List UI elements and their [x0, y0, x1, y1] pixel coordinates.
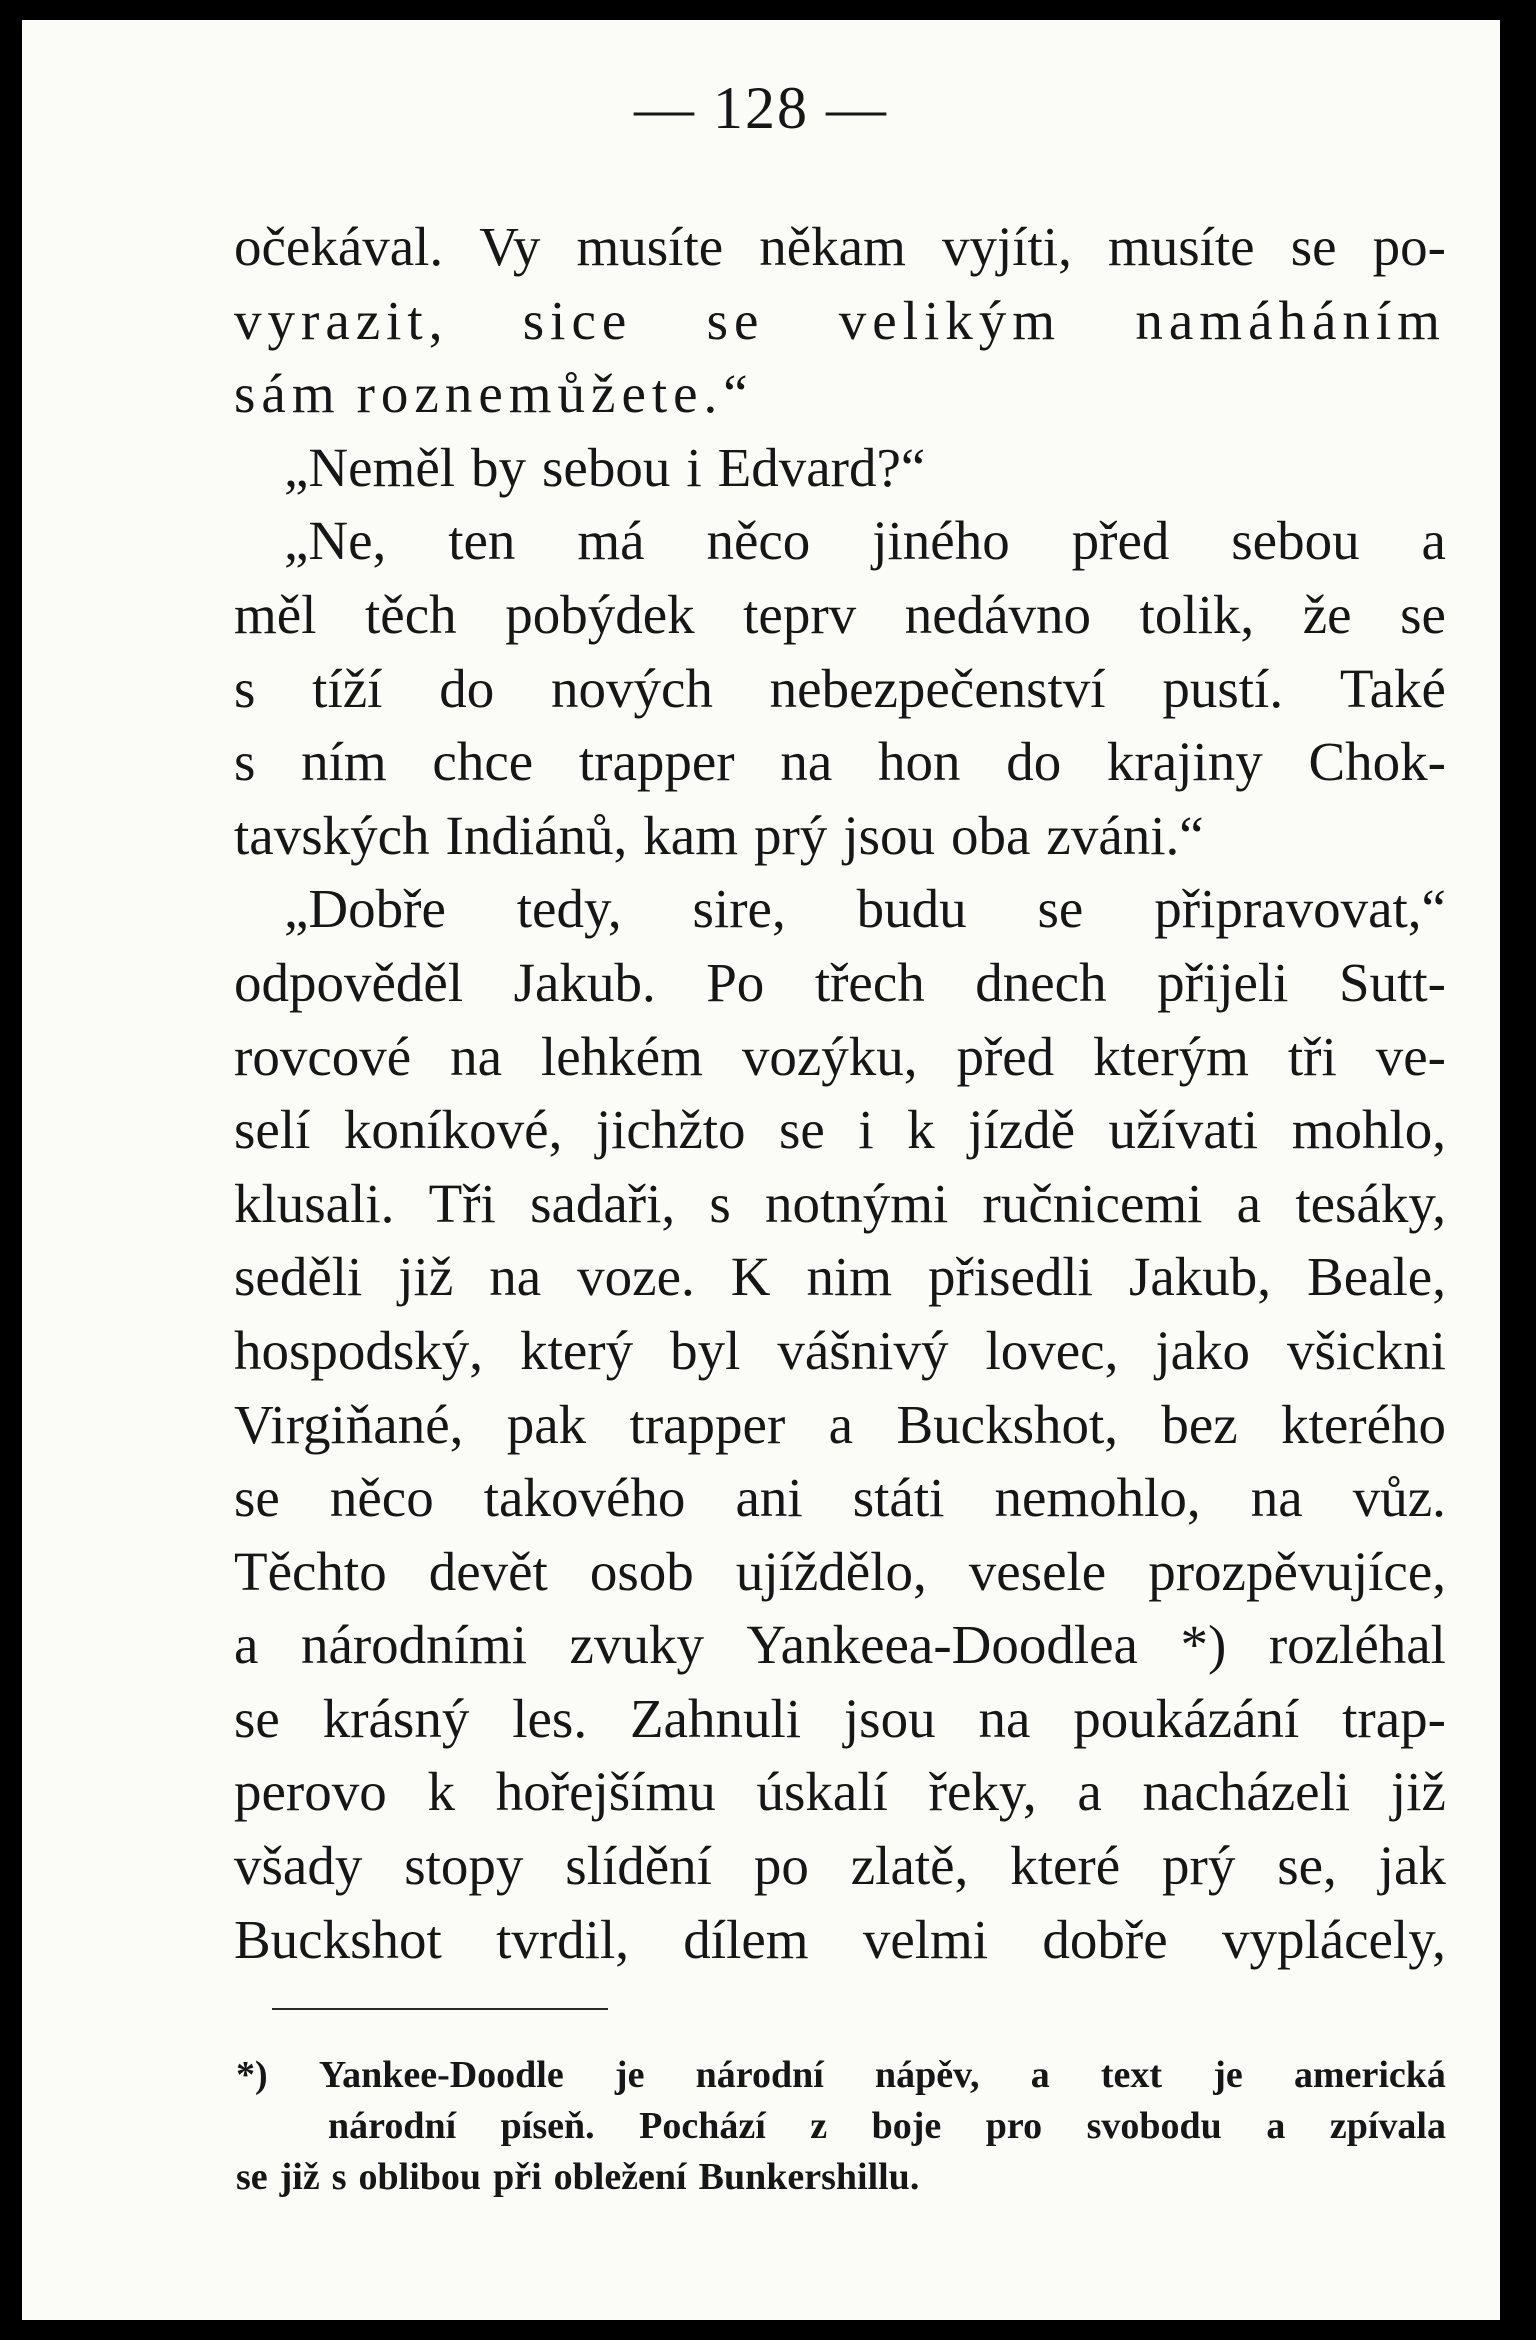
- word: se: [1290, 216, 1337, 277]
- word: na: [1250, 1467, 1303, 1529]
- word: ve-: [1375, 1025, 1446, 1087]
- word: po-: [1372, 216, 1446, 277]
- word: kterého: [1281, 1393, 1446, 1455]
- word: nim: [806, 1246, 892, 1308]
- word: tíží: [312, 657, 383, 719]
- word: Yankee-Doodle: [318, 2054, 564, 2096]
- word: byl: [670, 1319, 741, 1381]
- word: je: [1213, 2054, 1243, 2096]
- word: který: [520, 1319, 634, 1381]
- word: krásný: [322, 1687, 470, 1749]
- text-line: [234, 872, 1446, 946]
- word: mohlo,: [1291, 1099, 1446, 1161]
- word: pobýdek: [505, 583, 695, 645]
- word: Sutt-: [1338, 951, 1446, 1013]
- word: před: [956, 1025, 1055, 1087]
- word: hospodský,: [234, 1319, 484, 1381]
- word: „Dobře: [284, 878, 446, 940]
- word: měl: [234, 583, 317, 645]
- word: poukázání: [1073, 1687, 1300, 1749]
- word: a: [1266, 2105, 1286, 2147]
- word: i: [858, 1099, 874, 1161]
- text-line: [234, 1240, 1446, 1314]
- word: chce: [432, 731, 534, 793]
- word: těch: [365, 583, 457, 645]
- word: i: [686, 436, 702, 498]
- word: rozléhal: [1268, 1614, 1446, 1676]
- word: dnech: [975, 951, 1107, 1013]
- word: zlatě,: [850, 1835, 969, 1897]
- word: se: [234, 1687, 280, 1749]
- word: již: [398, 1246, 454, 1308]
- word: nacházeli: [1142, 1761, 1351, 1823]
- word: připravovat,“: [1154, 878, 1446, 940]
- word: ani: [735, 1467, 803, 1529]
- text-line: [234, 504, 1446, 578]
- word: třech: [814, 951, 925, 1013]
- word: by: [471, 436, 527, 498]
- text-line: [234, 1755, 1446, 1829]
- word: se: [236, 2156, 268, 2198]
- word: na: [978, 1687, 1031, 1749]
- word: již: [279, 2156, 320, 2198]
- word: krajiny: [1106, 731, 1263, 793]
- word: úskalí: [756, 1761, 888, 1823]
- word: text: [1100, 2054, 1163, 2096]
- word: před: [1071, 510, 1170, 572]
- word: Zahnuli: [629, 1687, 802, 1749]
- word: trap-: [1342, 1687, 1446, 1749]
- word: jsou: [843, 1687, 936, 1749]
- word: a: [234, 1614, 259, 1676]
- word: K: [730, 1246, 771, 1308]
- word: tavských: [234, 804, 430, 866]
- word: stopy: [404, 1835, 524, 1897]
- word: přijeli: [1157, 951, 1289, 1013]
- word: nebezpečenství: [769, 657, 1106, 719]
- text-line: [234, 799, 1446, 873]
- word: jichžto: [595, 1099, 746, 1161]
- word: na: [450, 1025, 503, 1087]
- text-line: [234, 1903, 1446, 1977]
- text-line: [234, 431, 1446, 505]
- word: jako: [1155, 1319, 1251, 1381]
- word: národními: [300, 1614, 528, 1676]
- word: musíte: [576, 216, 724, 277]
- word: vesele: [968, 1540, 1107, 1602]
- word: zváni.“: [1046, 804, 1204, 866]
- word: Také: [1339, 657, 1446, 719]
- word: zpívala: [1329, 2105, 1446, 2147]
- page-number: — 128 —: [634, 75, 888, 141]
- word: vášnivý: [777, 1319, 949, 1381]
- word: národní: [695, 2054, 824, 2096]
- word: pro: [985, 2105, 1043, 2147]
- text-line: [234, 1461, 1446, 1535]
- word: vozýku,: [741, 1025, 918, 1087]
- word: teprv: [743, 583, 857, 645]
- text-line: [234, 578, 1446, 652]
- word: do: [439, 657, 495, 719]
- text-line: [234, 1388, 1446, 1462]
- text-line: [234, 1314, 1446, 1388]
- word: s: [234, 657, 256, 719]
- word: prý: [753, 804, 828, 866]
- word: všady: [234, 1835, 363, 1897]
- word: budu: [856, 878, 967, 940]
- footnote: [236, 2050, 1446, 2203]
- word: Yankeea-Doodlea: [746, 1614, 1138, 1676]
- word: pustí.: [1162, 657, 1284, 719]
- footnote-divider: [272, 2008, 608, 2010]
- word: sebou: [542, 436, 671, 498]
- word: Edvard?“: [717, 436, 926, 498]
- word: Virgiňané,: [234, 1393, 464, 1455]
- word: tři: [1287, 1025, 1337, 1087]
- word: sire,: [692, 878, 786, 940]
- word: řeky,: [928, 1761, 1037, 1823]
- word: lehkém: [540, 1025, 703, 1087]
- word: zvuky: [569, 1614, 704, 1676]
- word: notnými: [764, 1172, 949, 1234]
- word: voze.: [577, 1246, 695, 1308]
- text-line: [234, 210, 1446, 284]
- body-text: [234, 210, 1446, 1976]
- word: na: [489, 1246, 542, 1308]
- word: nových: [550, 657, 713, 719]
- word: klusali.: [234, 1172, 395, 1234]
- word: roznemůžete.“: [356, 363, 754, 425]
- word: koníkové,: [343, 1099, 563, 1161]
- word: vůz.: [1352, 1467, 1446, 1529]
- word: Indiánů,: [445, 804, 628, 866]
- word: že: [1302, 583, 1352, 645]
- word: boje: [871, 2105, 942, 2147]
- word: přisedli: [927, 1246, 1093, 1308]
- word: nedávno: [904, 583, 1092, 645]
- word: je: [614, 2054, 645, 2096]
- word: Pochází: [639, 2105, 766, 2147]
- word: po: [753, 1835, 809, 1897]
- word: hořejšímu: [495, 1761, 716, 1823]
- word: devět: [428, 1540, 548, 1602]
- text-line: [234, 1093, 1446, 1167]
- text-line: [234, 357, 1446, 431]
- word: Buckshot: [234, 1908, 442, 1970]
- word: svobodu: [1086, 2105, 1222, 2147]
- word: se: [1037, 878, 1084, 940]
- word: má: [577, 510, 645, 572]
- word: se: [234, 1467, 280, 1529]
- word: Buckshot,: [896, 1393, 1118, 1455]
- word: oblibou: [358, 2156, 482, 2198]
- word: které: [1010, 1835, 1121, 1897]
- word: někam: [759, 216, 906, 277]
- word: a: [828, 1393, 854, 1455]
- word: sám: [234, 363, 341, 425]
- word: ním: [301, 731, 387, 793]
- footnote-marker: *): [236, 2054, 268, 2096]
- word: nemohlo,: [994, 1467, 1201, 1529]
- word: takového: [483, 1467, 686, 1529]
- word: tolik,: [1139, 583, 1255, 645]
- word: Tři: [428, 1172, 496, 1234]
- word: musíte: [1107, 216, 1255, 277]
- word: „Neměl: [284, 436, 456, 498]
- word: vyplácely,: [1221, 1908, 1446, 1970]
- word: selí: [234, 1099, 311, 1161]
- word: prý: [1162, 1835, 1236, 1897]
- word: tesáky,: [1295, 1172, 1446, 1234]
- word: nápěv,: [874, 2054, 980, 2096]
- word: při: [493, 2156, 542, 2198]
- word: něco: [329, 1467, 434, 1529]
- word: obležení: [553, 2156, 687, 2198]
- text-line: [234, 1535, 1446, 1609]
- word: Těchto: [234, 1540, 387, 1602]
- word: Chok-: [1308, 731, 1446, 793]
- word: píseň.: [500, 2105, 595, 2147]
- word: oba: [951, 804, 1031, 866]
- word: již: [1390, 1761, 1446, 1823]
- text-line: [234, 1682, 1446, 1756]
- word: rovcové: [234, 1025, 412, 1087]
- word: jízdě: [968, 1099, 1076, 1161]
- text-line: [234, 652, 1446, 726]
- word: ten: [448, 510, 516, 572]
- footnote-marker: *): [1180, 1614, 1227, 1676]
- word: Po: [706, 951, 765, 1013]
- word: do: [1006, 731, 1062, 793]
- word: a: [1030, 2054, 1050, 2096]
- word: jiného: [872, 510, 1010, 572]
- word: Bunkershillu.: [698, 2156, 920, 2198]
- word: trapper: [578, 731, 735, 793]
- word: se: [706, 289, 765, 351]
- word: k: [907, 1099, 935, 1161]
- word: s: [234, 731, 256, 793]
- word: vyrazit,: [234, 289, 449, 351]
- text-line: [234, 725, 1446, 799]
- text-line: [234, 284, 1446, 358]
- word: odpověděl: [234, 951, 464, 1013]
- word: trapper: [629, 1393, 786, 1455]
- book-page: [22, 20, 1500, 2320]
- word: „Ne,: [284, 510, 387, 572]
- text-line: [234, 1608, 1446, 1682]
- word: perovo: [234, 1761, 387, 1823]
- word: něco: [706, 510, 811, 572]
- word: a: [1421, 510, 1446, 572]
- word: americká: [1293, 2054, 1446, 2096]
- word: bez: [1161, 1393, 1238, 1455]
- word: velmi: [862, 1908, 989, 1970]
- word: kterým: [1093, 1025, 1249, 1087]
- footnote-line: [236, 2050, 1446, 2101]
- word: s: [331, 2156, 347, 2198]
- word: užívati: [1108, 1099, 1259, 1161]
- word: a: [1077, 1761, 1102, 1823]
- word: kam: [643, 804, 738, 866]
- word: pak: [506, 1393, 587, 1455]
- word: sadaři,: [530, 1172, 676, 1234]
- word: seděli: [234, 1246, 363, 1308]
- word: Vy: [479, 216, 541, 277]
- word: vyjíti,: [941, 216, 1072, 277]
- word: slídění: [565, 1835, 712, 1897]
- word: tvrdil,: [496, 1908, 629, 1970]
- word: se,: [1277, 1835, 1337, 1897]
- text-line: [234, 1167, 1446, 1241]
- word: se: [779, 1099, 825, 1161]
- text-line: [234, 946, 1446, 1020]
- word: lovec,: [985, 1319, 1119, 1381]
- word: státi: [852, 1467, 945, 1529]
- word: jak: [1378, 1835, 1446, 1897]
- word: s: [709, 1172, 731, 1234]
- word: Beale,: [1307, 1246, 1446, 1308]
- word: všickni: [1287, 1319, 1446, 1381]
- text-line: [234, 1020, 1446, 1094]
- word: k: [427, 1761, 455, 1823]
- word: sebou: [1231, 510, 1360, 572]
- word: ručnicemi: [982, 1172, 1203, 1234]
- word: ujíždělo,: [735, 1540, 927, 1602]
- word: národní: [328, 2105, 457, 2147]
- word: tedy,: [516, 878, 622, 940]
- word: z: [810, 2105, 828, 2147]
- word: velikým: [838, 289, 1062, 351]
- word: dílem: [683, 1908, 809, 1970]
- word: a: [1236, 1172, 1262, 1234]
- word: na: [780, 731, 833, 793]
- footnote-line: [236, 2101, 1446, 2152]
- word: Jakub,: [1128, 1246, 1272, 1308]
- word: sice: [522, 289, 633, 351]
- text-line: [234, 1829, 1446, 1903]
- word: se: [1400, 583, 1446, 645]
- word: dobře: [1042, 1908, 1168, 1970]
- word: les.: [512, 1687, 588, 1749]
- footnote-line: [236, 2152, 1446, 2203]
- word: namáháním: [1135, 289, 1446, 351]
- word: prozpěvujíce,: [1148, 1540, 1446, 1602]
- word: osob: [589, 1540, 694, 1602]
- word: očekával.: [234, 216, 444, 277]
- word: hon: [877, 731, 961, 793]
- word: Jakub.: [513, 951, 656, 1013]
- word: jsou: [843, 804, 935, 866]
